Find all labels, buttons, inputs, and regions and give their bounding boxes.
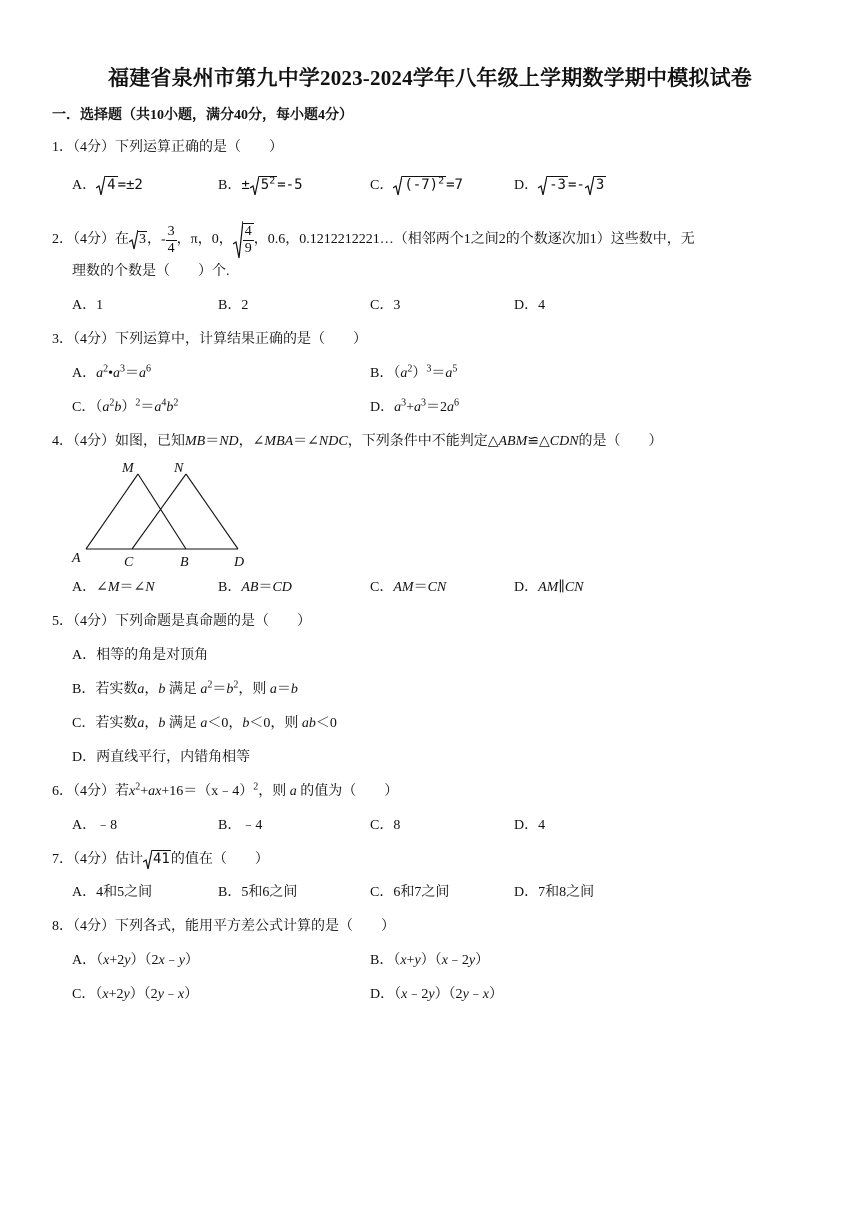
q8-option-b: B．（x+y）（x﹣2y） xyxy=(370,953,490,968)
question-4-stem: 4．（4分）如图，已知MB＝ND，∠MBA＝∠NDC，下列条件中不能判定△ABM≌△CDN的是（ ） xyxy=(52,434,663,449)
q8-option-c: C．（x+2y）（2y﹣x） xyxy=(72,987,199,1002)
q5-option-a: A．相等的角是对顶角 xyxy=(72,648,209,663)
label-a: A xyxy=(72,551,81,566)
q3-option-c: C．$(a^2b)^2=a^4b^2$ xyxy=(72,397,179,415)
q7-option-a: A．4和5之间 xyxy=(72,885,153,900)
q2-option-b: B．2 xyxy=(218,298,249,313)
sqrt-symbol xyxy=(250,175,259,197)
q1-option-a: A． 4 =±2 xyxy=(72,175,143,197)
q1-option-d: D． -3 =- 3 xyxy=(514,175,606,197)
label-d: D xyxy=(234,555,245,570)
sqrt-symbol xyxy=(585,175,594,197)
sqrt-symbol xyxy=(393,175,402,197)
question-1-stem: 1．（4分）下列运算正确的是（ ） xyxy=(52,140,283,155)
segment-nd xyxy=(186,474,238,549)
q8-option-d: D．（x﹣2y）（2y﹣x） xyxy=(370,987,503,1002)
q1-option-b: B．± $5^2 =-5$ xyxy=(218,175,303,197)
q2-option-a: A．1 xyxy=(72,298,104,313)
sqrt-symbol xyxy=(96,175,105,197)
q5-option-b: B．若实数a，b 满足 $a^2=b^2$，则 a＝b xyxy=(72,679,298,697)
page-title: 福建省泉州市第九中学2023-2024学年八年级上学期数学期中模拟试卷 xyxy=(108,66,752,90)
q1-option-c: C． $(-7)^2 =7$ xyxy=(370,175,463,197)
q6-option-a: A．﹣8 xyxy=(72,818,118,833)
question-3-stem: 3．（4分）下列运算中，计算结果正确的是（ ） xyxy=(52,332,367,347)
question-6-stem: 6．（4分）若$x^2+ax+16=(x﹣4)^2$，则 a 的值为（ ） xyxy=(52,781,399,799)
section-heading: 一．选择题（共10小题，满分40分，每小题4分） xyxy=(52,108,353,123)
q6-option-d: D．4 xyxy=(514,818,546,833)
sqrt-symbol xyxy=(233,220,243,260)
q5-option-d: D．两直线平行，内错角相等 xyxy=(72,750,251,765)
q7-option-d: D．7和8之间 xyxy=(514,885,595,900)
segment-am xyxy=(86,474,138,549)
sqrt-symbol xyxy=(538,175,547,197)
triangles-figure xyxy=(68,456,258,574)
q3-option-a: A．$a^2•a^3=a^6$ xyxy=(72,363,152,381)
q8-option-a: A．（x+2y）（2x﹣y） xyxy=(72,953,199,968)
label-c: C xyxy=(124,555,134,570)
q4-option-c: C．AM＝CN xyxy=(370,580,447,595)
label-m: M xyxy=(122,461,134,476)
segment-mb xyxy=(138,474,186,549)
sqrt-symbol xyxy=(143,849,152,871)
question-5-stem: 5．（4分）下列命题是真命题的是（ ） xyxy=(52,614,311,629)
label-b: B xyxy=(180,555,189,570)
q6-option-b: B．﹣4 xyxy=(218,818,263,833)
q7-option-b: B．5和6之间 xyxy=(218,885,298,900)
q5-option-c: C．若实数a，b 满足 a＜0，b＜0，则 ab＜0 xyxy=(72,716,337,731)
question-8-stem: 8．（4分）下列各式，能用平方差公式计算的是（ ） xyxy=(52,919,395,934)
question-7-stem: 7．（4分）估计 41的值在（ ） xyxy=(52,849,269,871)
fraction: $\frac{4}{9}$ xyxy=(244,224,252,256)
sqrt-symbol xyxy=(129,229,138,251)
q4-option-b: B．AB＝CD xyxy=(218,580,292,595)
q3-option-b: B．$(a^2)^3=a^5$ xyxy=(370,363,458,381)
q2-option-d: D．4 xyxy=(514,298,546,313)
fraction: $\frac{3}{4}$ xyxy=(167,223,175,256)
q7-option-c: C．6和7之间 xyxy=(370,885,450,900)
q6-option-c: C．8 xyxy=(370,818,401,833)
q4-option-a: A．∠M＝∠N xyxy=(72,580,155,595)
label-n: N xyxy=(174,461,184,476)
q4-option-d: D．AM∥CN xyxy=(514,580,584,595)
segment-cn xyxy=(132,474,186,549)
q2-option-c: C．3 xyxy=(370,298,401,313)
q3-option-d: D．$a^3+a^3=2a^6$ xyxy=(370,397,460,415)
question-2-stem: 2．（4分）在 3，- $\frac{3}{4}$ ，π，0， $\frac{4}{9}$ ，0.6，0.1212212221…（相邻两个1之间2的个数逐次加1）这些数中，无 xyxy=(52,220,695,260)
question-2-line2: 理数的个数是（ ）个. xyxy=(72,264,230,279)
